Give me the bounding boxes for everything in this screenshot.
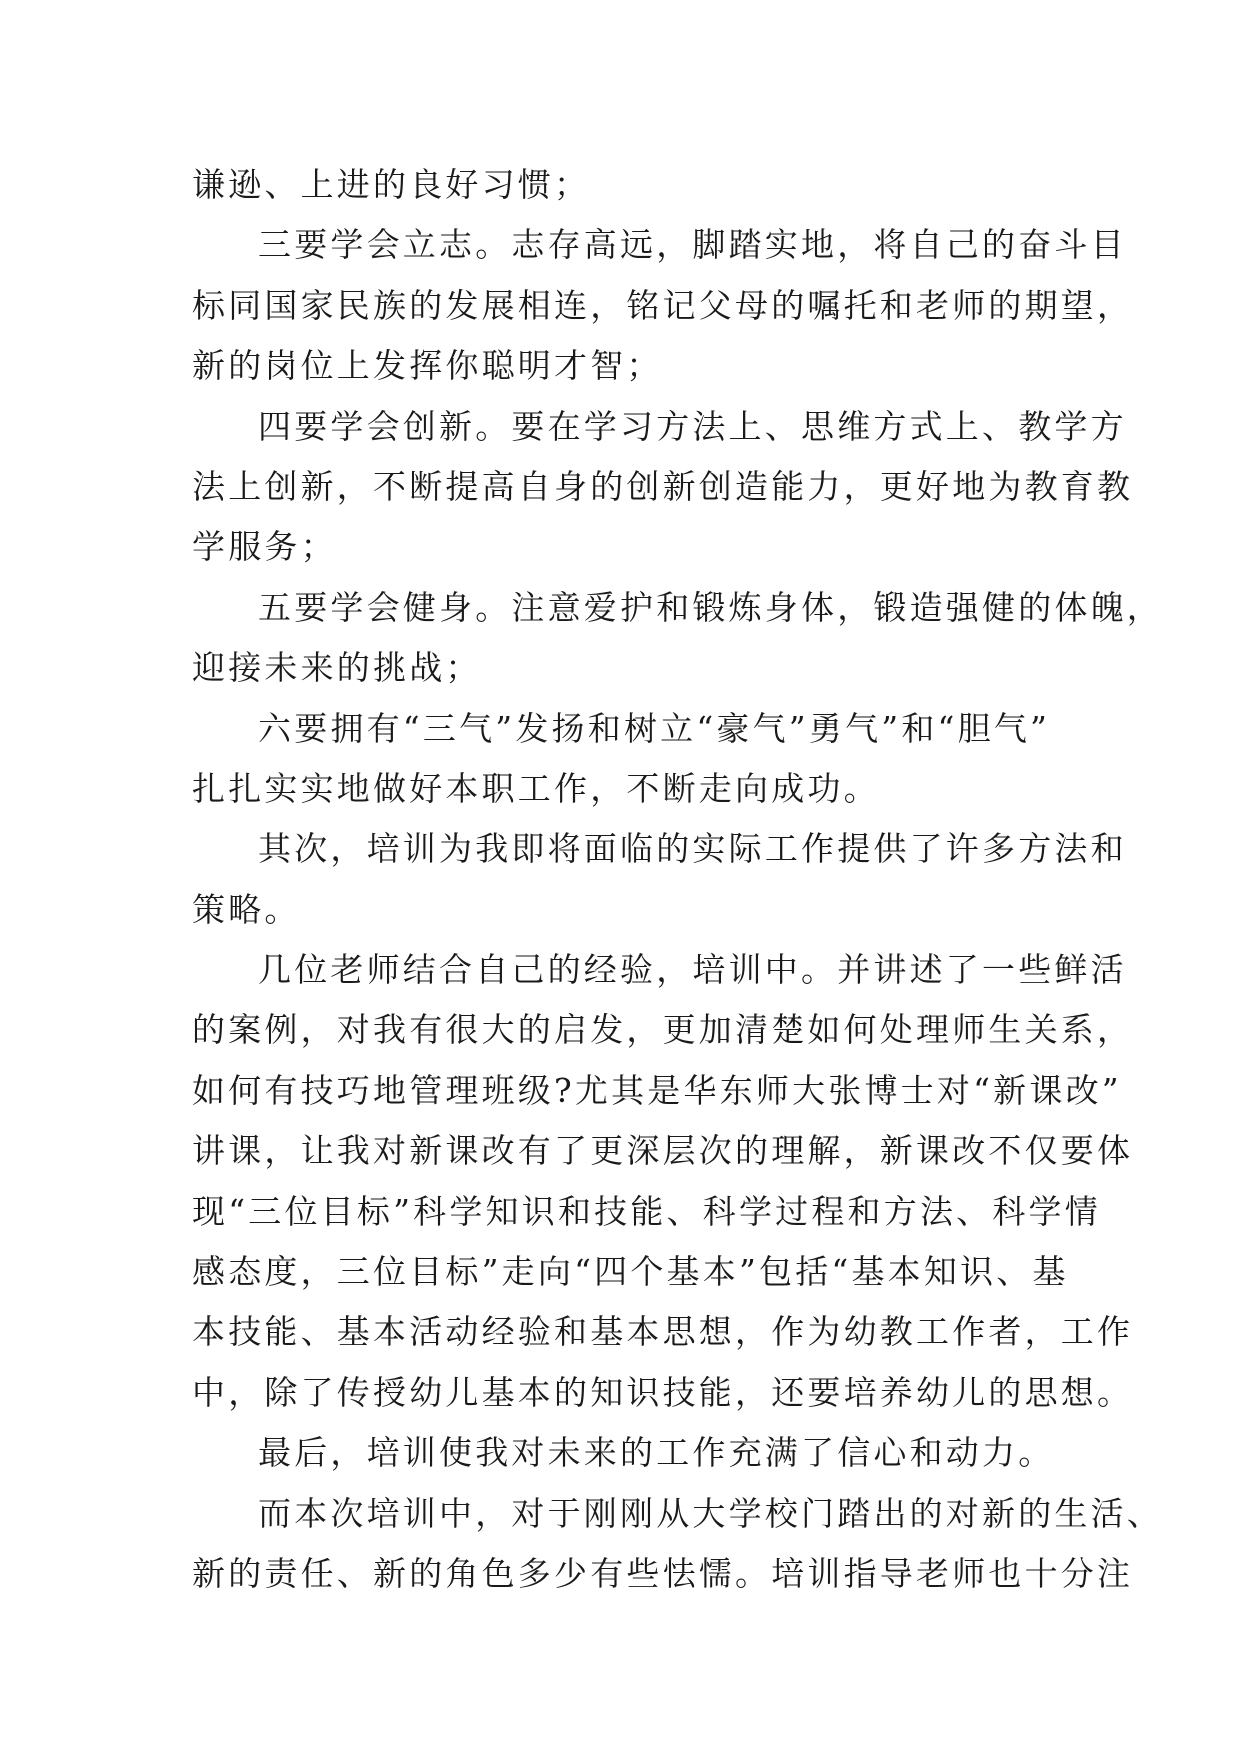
text-line-7: 学服务； [192, 527, 337, 567]
text-line-16: 如何有技巧地管理班级?尤其是华东师大张博士对“新课改” [192, 1070, 1122, 1110]
text-line-17: 讲课，让我对新课改有了更深层次的理解，新课改不仅要体 [192, 1131, 1134, 1171]
text-line-4: 新的岗位上发挥你聪明才智； [192, 346, 663, 386]
text-line-1: 谦逊、上进的良好习惯； [192, 165, 591, 204]
text-line-15: 的案例，对我有很大的启发，更加清楚如何处理师生关系， [192, 1010, 1134, 1050]
text-line-19: 感态度，三位目标”走向“四个基本”包括“基本知识、基 [192, 1252, 1069, 1292]
text-line-23: 而本次培训中，对于刚刚从大学校门踏出的对新的生活、 [258, 1493, 1163, 1533]
text-line-11: 扎扎实实地做好本职工作，不断走向成功。 [192, 768, 880, 808]
text-line-9: 迎接未来的挑战； [192, 648, 482, 688]
text-line-24: 新的责任、新的角色多少有些怯懦。培训指导老师也十分注 [192, 1553, 1134, 1593]
text-line-22: 最后，培训使我对未来的工作充满了信心和动力。 [258, 1433, 1055, 1473]
text-line-20: 本技能、基本活动经验和基本思想，作为幼教工作者，工作 [192, 1312, 1134, 1352]
text-line-2: 三要学会立志。志存高远，脚踏实地，将自己的奋斗目 [258, 225, 1127, 265]
text-line-10: 六要拥有“三气”发扬和树立“豪气”勇气”和“胆气” [258, 708, 1051, 748]
text-line-3: 标同国家民族的发展相连，铭记父母的嘱托和老师的期望， [192, 285, 1134, 325]
text-line-21: 中，除了传授幼儿基本的知识技能，还要培养幼儿的思想。 [192, 1372, 1134, 1412]
body-text [192, 155, 1163, 1604]
text-line-13: 策略。 [192, 889, 301, 929]
text-line-5: 四要学会创新。要在学习方法上、思维方式上、教学方 [258, 406, 1127, 446]
text-line-6: 法上创新，不断提高自身的创新创造能力，更好地为教育教 [192, 466, 1134, 506]
text-line-12: 其次，培训为我即将面临的实际工作提供了许多方法和 [258, 829, 1127, 869]
text-line-14: 几位老师结合自己的经验，培训中。并讲述了一些鲜活 [258, 950, 1127, 990]
text-line-8: 五要学会健身。注意爱护和锻炼身体，锻造强健的体魄， [258, 587, 1163, 627]
text-line-18: 现“三位目标”科学知识和技能、科学过程和方法、科学情 [192, 1191, 1101, 1231]
